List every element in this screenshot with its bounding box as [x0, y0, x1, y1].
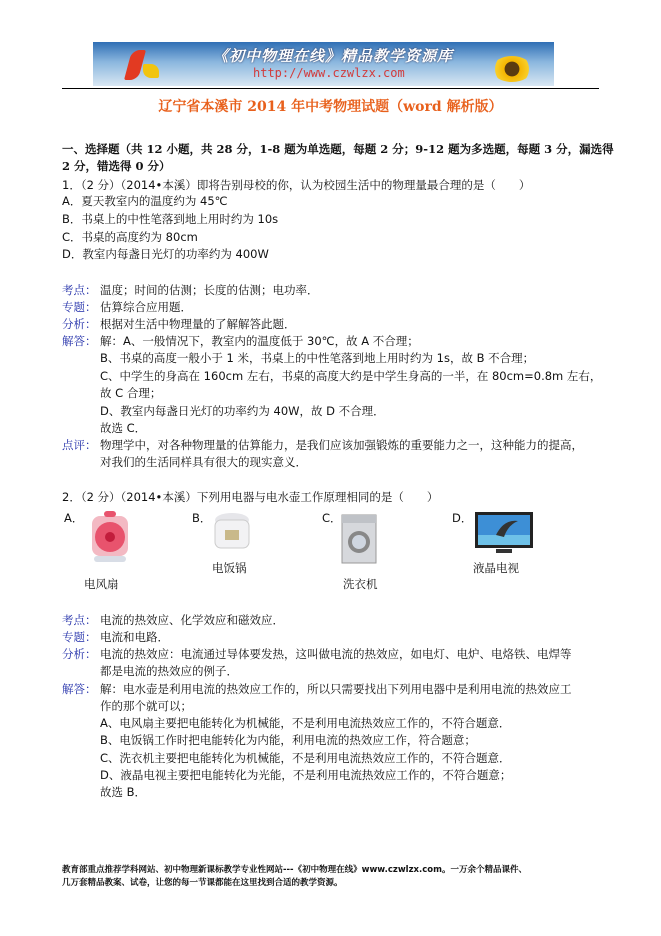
footer-line: 教育部重点推荐学科网站、初中物理新课标教学专业性网站---《初中物理在线》www.czwlzx.com。一万余个精品课件、 [62, 865, 527, 875]
washing-machine-image [341, 514, 377, 567]
footer-line: 几万套精品教案、试卷，让您的每一节课都能在这里找到合适的教学资源。 [62, 878, 343, 888]
section-heading: 一、选择题（共 12 小题，共 28 分，1-8 题为单选题，每题 2 分；9-12 题为多选题，每题 3 分，漏选得 [62, 142, 614, 156]
q1-dianping-line: 物理学中，对各种物理量的估算能力，是我们应该加强锻炼的重要能力之一，这种能力的提高， [100, 438, 583, 452]
q2-zhuanti: 电流和电路． [100, 630, 169, 644]
lcd-tv-image [474, 511, 534, 558]
banner-url[interactable]: http://www.czwlzx.com [253, 66, 405, 80]
q2-jieda-line: B、电饭锅工作时把电能转化为内能，利用电流的热效应工作，符合题意； [100, 733, 476, 747]
sunflower-icon [492, 56, 532, 82]
q1-jieda-line: 解：A、一般情况下，教室内的温度低于 30℃，故 A 不合理； [100, 334, 419, 348]
q2-option-b-letter: B． [192, 511, 212, 525]
q1-jieda-line: B、书桌的高度一般小于 1 米，书桌上的中性笔落到地上用时约为 1s，故 B 不合理； [100, 351, 535, 365]
label-zhuanti: 专题： [62, 630, 97, 644]
q2-fenxi-line: 都是电流的热效应的例子． [100, 664, 238, 678]
label-jieda: 解答： [62, 334, 97, 348]
q1-dianping-line: 对我们的生活同样具有很大的现实意义． [100, 455, 307, 469]
q1-option-d: D．教室内每盏日光灯的功率约为 400W [62, 247, 269, 261]
q1-jieda-line: C、中学生的身高在 160cm 左右，书桌的高度大约是中学生身高的一半，在 80cm=0.8m 左右， [100, 369, 602, 383]
q2-jieda-line: C、洗衣机主要把电能转化为机械能，不是利用电流热效应工作的，不符合题意． [100, 751, 511, 765]
q1-option-c: C．书桌的高度约为 80cm [62, 230, 198, 244]
q2-jieda-line: 解：电水壶是利用电流的热效应工作的，所以只需要找出下列用电器中是利用电流的热效应工 [100, 682, 572, 696]
q2-option-c-caption: 洗衣机 [343, 577, 378, 591]
q1-option-b: B．书桌上的中性笔落到地上用时约为 10s [62, 212, 279, 226]
q2-jieda-line: 故选 B． [100, 785, 147, 799]
electric-fan-image [90, 510, 130, 567]
label-zhuanti: 专题： [62, 300, 97, 314]
q1-jieda-line: 故 C 合理； [100, 386, 162, 400]
q1-kaodian: 温度；时间的估测；长度的估测；电功率． [100, 283, 319, 297]
q2-kaodian: 电流的热效应、化学效应和磁效应． [100, 613, 284, 627]
label-jieda: 解答： [62, 682, 97, 696]
q1-zhuanti: 估算综合应用题． [100, 300, 192, 314]
q1-jieda-line: 故选 C． [100, 421, 147, 435]
q2-option-d-caption: 液晶电视 [473, 561, 519, 575]
q2-jieda-line: A、电风扇主要把电能转化为机械能，不是利用电流热效应工作的，不符合题意． [100, 716, 511, 730]
q1-jieda-line: D、教室内每盏日光灯的功率约为 40W，故 D 不合理． [100, 404, 385, 418]
section-heading-cont: 2 分，错选得 0 分） [62, 159, 171, 173]
q1-fenxi: 根据对生活中物理量的了解解答此题． [100, 317, 296, 331]
page-title: 辽宁省本溪市 2014 年中考物理试题（word 解析版） [158, 99, 503, 115]
label-fenxi: 分析： [62, 647, 97, 661]
banner-title: 《初中物理在线》精品教学资源库 [213, 47, 454, 65]
label-fenxi: 分析： [62, 317, 97, 331]
label-kaodian: 考点： [62, 613, 97, 627]
q1-option-a: A．夏天教室内的温度约为 45℃ [62, 194, 228, 208]
q2-option-b-caption: 电饭锅 [212, 561, 247, 575]
label-dianping: 点评： [62, 438, 97, 452]
q2-fenxi-line: 电流的热效应：电流通过导体要发热，这叫做电流的热效应，如电灯、电炉、电烙铁、电焊等 [100, 647, 572, 661]
q2-jieda-line: D、液晶电视主要把电能转化为光能，不是利用电流热效应工作的，不符合题意； [100, 768, 512, 782]
q2-option-d-letter: D． [452, 511, 473, 525]
q2-option-a-caption: 电风扇 [84, 577, 119, 591]
header-banner [93, 42, 554, 86]
q2-stem: 2．（2 分）（2014•本溪）下列用电器与电水壶工作原理相同的是（ ） [62, 490, 439, 504]
label-kaodian: 考点： [62, 283, 97, 297]
logo-accent-icon [143, 64, 159, 78]
q2-option-a-letter: A． [64, 511, 84, 525]
rice-cooker-image [213, 512, 251, 555]
q2-option-c-letter: C． [322, 511, 342, 525]
q1-stem: 1．（2 分）（2014•本溪）即将告别母校的你，认为校园生活中的物理量最合理的是（ ） [62, 178, 531, 192]
q2-jieda-line: 作的那个就可以； [100, 699, 192, 713]
header-rule [62, 88, 599, 89]
